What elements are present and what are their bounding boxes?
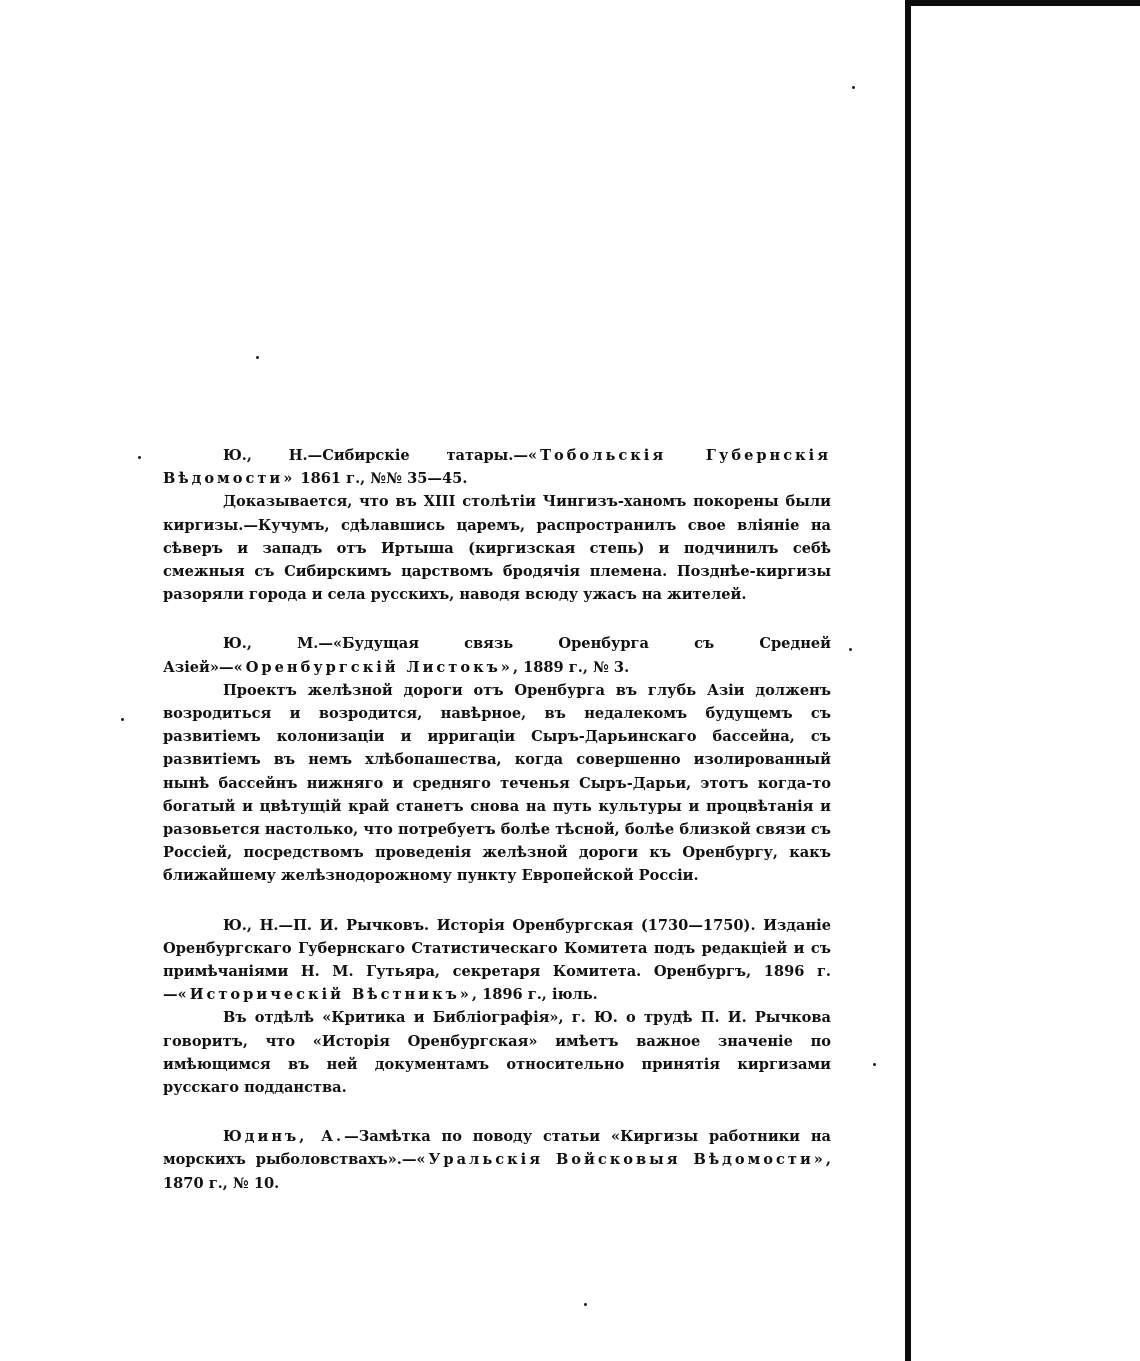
entry-citation	[163, 632, 831, 678]
bibliography-list	[163, 444, 831, 1221]
entry-author: Ю., Н.	[223, 447, 308, 464]
entry-dash: —	[318, 635, 333, 653]
scan-speck	[121, 718, 124, 721]
entry-dash: —	[218, 658, 234, 676]
entry-details: 1861 г., №№ 35—45.	[295, 470, 468, 488]
entry-title: Сибирскіе татары.	[322, 447, 514, 464]
entry-details: , 1889 г., № 3.	[512, 658, 630, 676]
entry-citation	[163, 444, 831, 490]
entry-details: , 1896 г., іюль.	[471, 986, 598, 1004]
entry-source: «Историческій Вѣстникъ»	[177, 986, 472, 1004]
entry-author: Ю., Н.	[223, 916, 279, 934]
entry-title: Замѣтка по поводу статьи «Киргизы работники на морскихъ рыболовствахъ».	[163, 1128, 831, 1169]
entry-source: «Уральскія Войсковыя Вѣдомости»	[416, 1151, 826, 1169]
entry-annotation: Доказывается, что въ XIII столѣтіи Чингизъ-ханомъ покорены были киргизы.—Кучумъ, сдѣлавшись царемъ, распространилъ свое вліяніе на сѣверъ и западъ отъ Иртыша (киргизская степь) и подчинилъ себѣ смежныя съ Сибирскимъ царствомъ бродячія племена. Позднѣе-киргизы разоряли города и села русскихъ, наводя всюду ужасъ на жителей.	[163, 493, 831, 604]
entry-author: Юдинъ, А.	[223, 1128, 345, 1146]
entry-annotation: Въ отдѣлѣ «Критика и Библіографія», г. Ю. о трудѣ П. И. Рычкова говоритъ, что «Исторія Оренбургская» имѣетъ важное значеніе по имѣющимся въ ней документамъ относительно принятія киргизами русскаго подданства.	[163, 1009, 831, 1097]
scan-frame-top-edge	[905, 0, 1140, 6]
entry-dash: —	[401, 1151, 417, 1169]
scan-speck	[852, 86, 855, 89]
bibliography-entry	[163, 1125, 831, 1195]
entry-title: П. И. Рычковъ. Исторія Оренбургская (1730—1750). Изданіе Оренбургскаго Губернскаго Статистическаго Комитета подъ редакціей и съ примѣчаніями Н. М. Гутьяра, секретаря Комитета. Оренбургъ, 1896 г.	[163, 916, 831, 981]
entry-annotation: Проектъ желѣзной дороги отъ Оренбурга въ глубь Азіи долженъ возродиться и возродится, навѣрное, въ недалекомъ будущемъ съ развитіемъ колонизаціи и ирригаціи Сыръ-Дарьинскаго бассейна, съ развитіемъ въ немъ хлѣбопашества, когда совершенно изолированный нынѣ бассейнъ нижняго и средняго теченья Сыръ-Дарьи, этотъ когда-то богатый и цвѣтущій край станетъ снова на путь культуры и процвѣтанія и разовьется настолько, что потребуетъ болѣе тѣсной, болѣе близкой связи съ Россіей, посредствомъ проведенія желѣзной дороги къ Оренбургу, какъ ближайшему желѣзнодорожному пункту Европейской Россіи.	[163, 681, 831, 885]
bibliography-entry	[163, 444, 831, 606]
scan-speck	[849, 648, 852, 651]
scan-speck	[873, 1063, 876, 1066]
entry-citation	[163, 914, 831, 1007]
entry-dash: —	[163, 986, 178, 1004]
scan-frame-edge	[905, 0, 911, 1361]
entry-dash: —	[344, 1128, 359, 1146]
scan-speck	[584, 1303, 587, 1306]
bibliography-entry	[163, 632, 831, 887]
entry-citation	[163, 1125, 831, 1195]
entry-dash: —	[278, 916, 294, 934]
entry-dash: —	[307, 447, 323, 464]
entry-source: «Тобольскія Губернскія Вѣдомости»	[163, 447, 831, 488]
entry-dash: —	[513, 447, 528, 464]
entry-details: , 1870 г., № 10.	[163, 1151, 831, 1192]
entry-title: «Будущая связь Оренбурга съ Средней Азіей»	[163, 635, 831, 676]
scan-speck	[138, 456, 141, 459]
entry-source: «Оренбургскій Листокъ»	[233, 658, 513, 676]
entry-author: Ю., М.	[223, 635, 319, 653]
scan-speck	[256, 356, 259, 359]
bibliography-entry	[163, 914, 831, 1100]
